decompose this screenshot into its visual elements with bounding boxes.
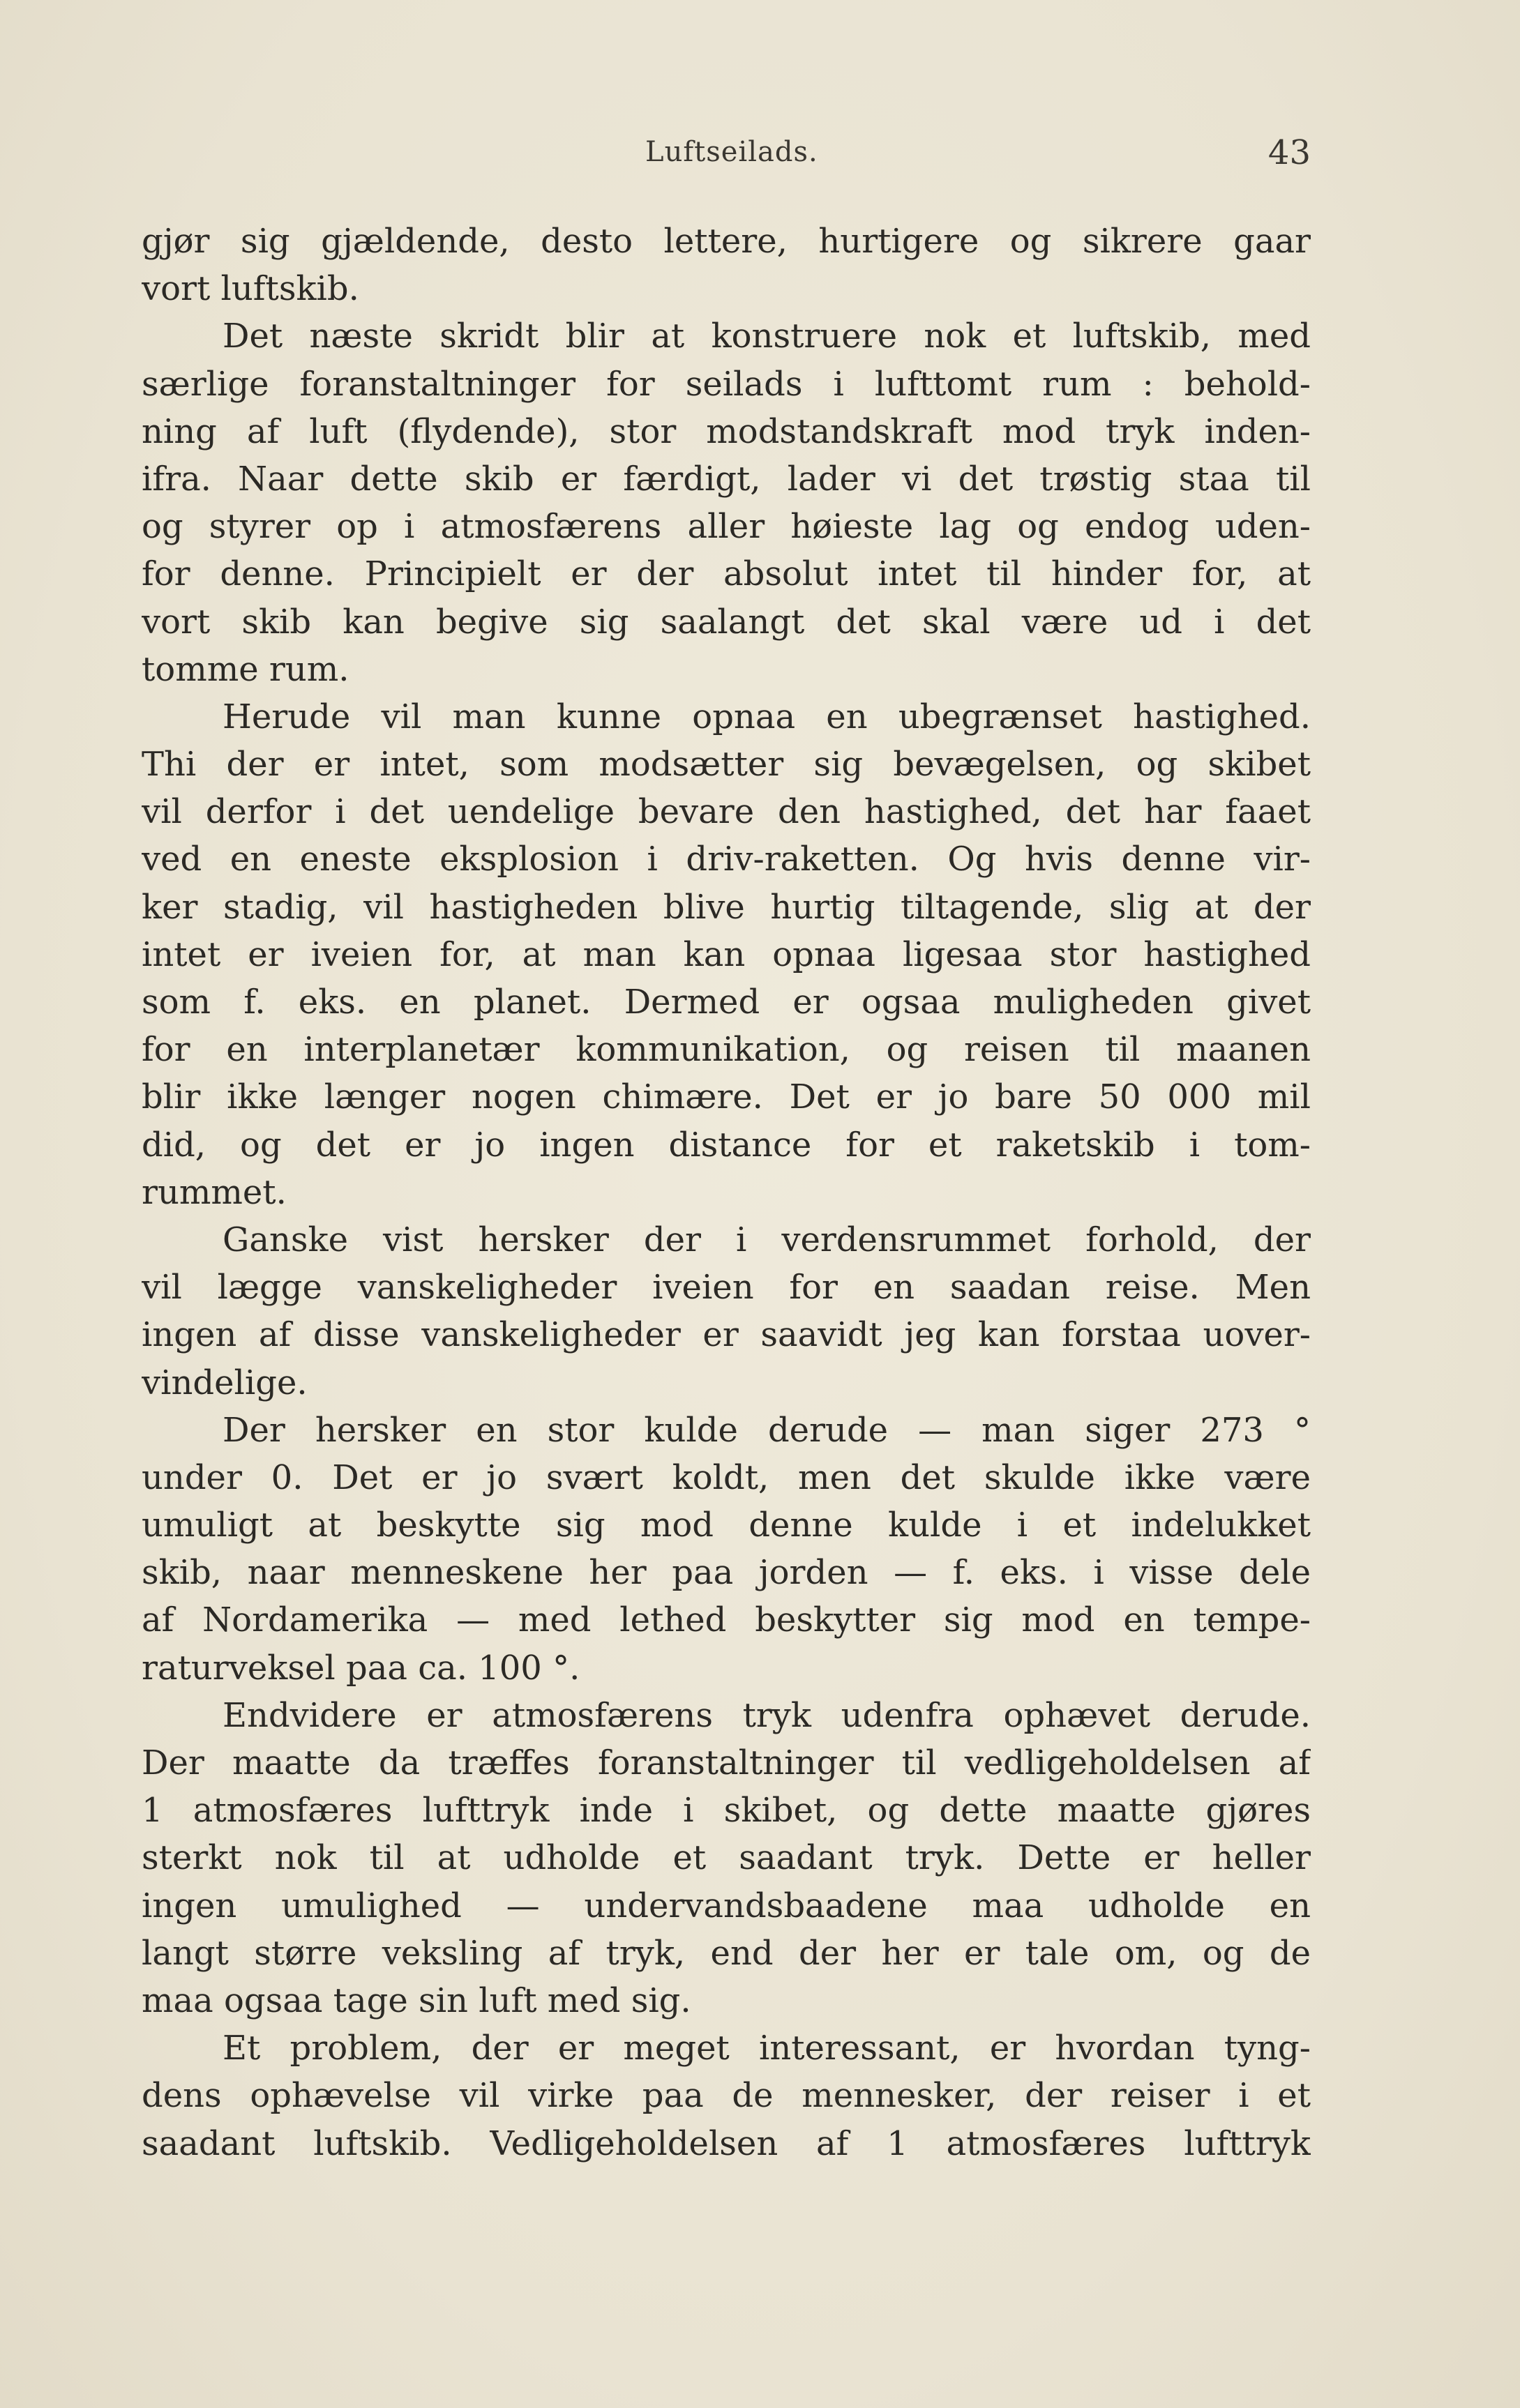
text-line: af Nordamerika — med lethed beskytter sig mod en tempe- [142, 1600, 1311, 1640]
body-text [142, 218, 1311, 2167]
text-line: vort skib kan begive sig saalangt det skal være ud i det [142, 602, 1311, 642]
text-line: og styrer op i atmosfærens aller høieste lag og endog uden- [142, 507, 1311, 547]
text-line: vil derfor i det uendelige bevare den hastighed, det har faaet [142, 792, 1311, 832]
text-line: 1 atmosfæres lufttryk inde i skibet, og dette maatte gjøres [142, 1791, 1311, 1831]
text-line: for en interplanetær kommunikation, og reisen til maanen [142, 1030, 1311, 1070]
text-line: ingen umulighed — undervandsbaadene maa udholde en [142, 1886, 1311, 1925]
text-line: intet er iveien for, at man kan opnaa ligesaa stor hastighed [142, 934, 1311, 974]
text-line: som f. eks. en planet. Dermed er ogsaa muligheden givet [142, 983, 1311, 1022]
text-line: sterkt nok til at udholde et saadant tryk. Dette er heller [142, 1838, 1311, 1878]
running-head [0, 133, 1520, 185]
text-line: Der hersker en stor kulde derude — man siger 273 ° [223, 1410, 1311, 1450]
text-line: ning af luft (flydende), stor modstandskraft mod tryk inden- [142, 411, 1311, 451]
text-line: dens ophævelse vil virke paa de mennesker, der reiser i et [142, 2076, 1311, 2116]
text-line: særlige foranstaltninger for seilads i lufttomt rum : behold- [142, 364, 1311, 404]
text-line: ker stadig, vil hastigheden blive hurtig tiltagende, slig at der [142, 887, 1311, 927]
text-line: rummet. [142, 1172, 287, 1212]
text-line: umuligt at beskytte sig mod denne kulde i et indelukket [142, 1506, 1311, 1545]
text-line: ved en eneste eksplosion i driv-raketten. Og hvis denne vir- [142, 840, 1311, 879]
text-line: ingen af disse vanskeligheder er saavidt jeg kan forstaa uover- [142, 1315, 1311, 1355]
text-line: vort luftskib. [142, 269, 359, 309]
text-line: for denne. Principielt er der absolut intet til hinder for, at [142, 554, 1311, 594]
text-line: gjør sig gjældende, desto lettere, hurtigere og sikrere gaar [142, 222, 1311, 261]
text-line: did, og det er jo ingen distance for et raketskib i tom- [142, 1125, 1311, 1165]
text-line: Herude vil man kunne opnaa en ubegrænset hastighed. [223, 697, 1311, 736]
running-title: Luftseilads. [645, 136, 818, 168]
text-line: under 0. Det er jo svært koldt, men det skulde ikke være [142, 1457, 1311, 1497]
text-line: ifra. Naar dette skib er færdigt, lader vi det trøstig staa til [142, 459, 1311, 499]
text-line: Ganske vist hersker der i verdensrummet forhold, der [223, 1220, 1311, 1259]
text-line: blir ikke længer nogen chimære. Det er jo bare 50 000 mil [142, 1077, 1311, 1117]
text-line: skib, naar menneskene her paa jorden — f. eks. i visse dele [142, 1553, 1311, 1593]
text-line: vil lægge vanskeligheder iveien for en saadan reise. Men [142, 1268, 1311, 1308]
text-line: raturveksel paa ca. 100 °. [142, 1648, 580, 1688]
text-line: Et problem, der er meget interessant, er hvordan tyng- [223, 2029, 1311, 2068]
text-line: Der maatte da træffes foranstaltninger til vedligeholdelsen af [142, 1743, 1311, 1782]
text-line: langt større veksling af tryk, end der her er tale om, og de [142, 1933, 1311, 1973]
text-line: vindelige. [142, 1363, 308, 1402]
page-number: 43 [1267, 133, 1311, 172]
text-line: saadant luftskib. Vedligeholdelsen af 1 atmosfæres lufttryk [142, 2123, 1311, 2163]
text-line: Thi der er intet, som modsætter sig bevægelsen, og skibet [142, 745, 1311, 785]
text-line: maa ogsaa tage sin luft med sig. [142, 1981, 691, 2020]
text-line: Det næste skridt blir at konstruere nok et luftskib, med [223, 317, 1311, 356]
text-line: Endvidere er atmosfærens tryk udenfra ophævet derude. [223, 1695, 1311, 1735]
text-line: tomme rum. [142, 649, 349, 689]
